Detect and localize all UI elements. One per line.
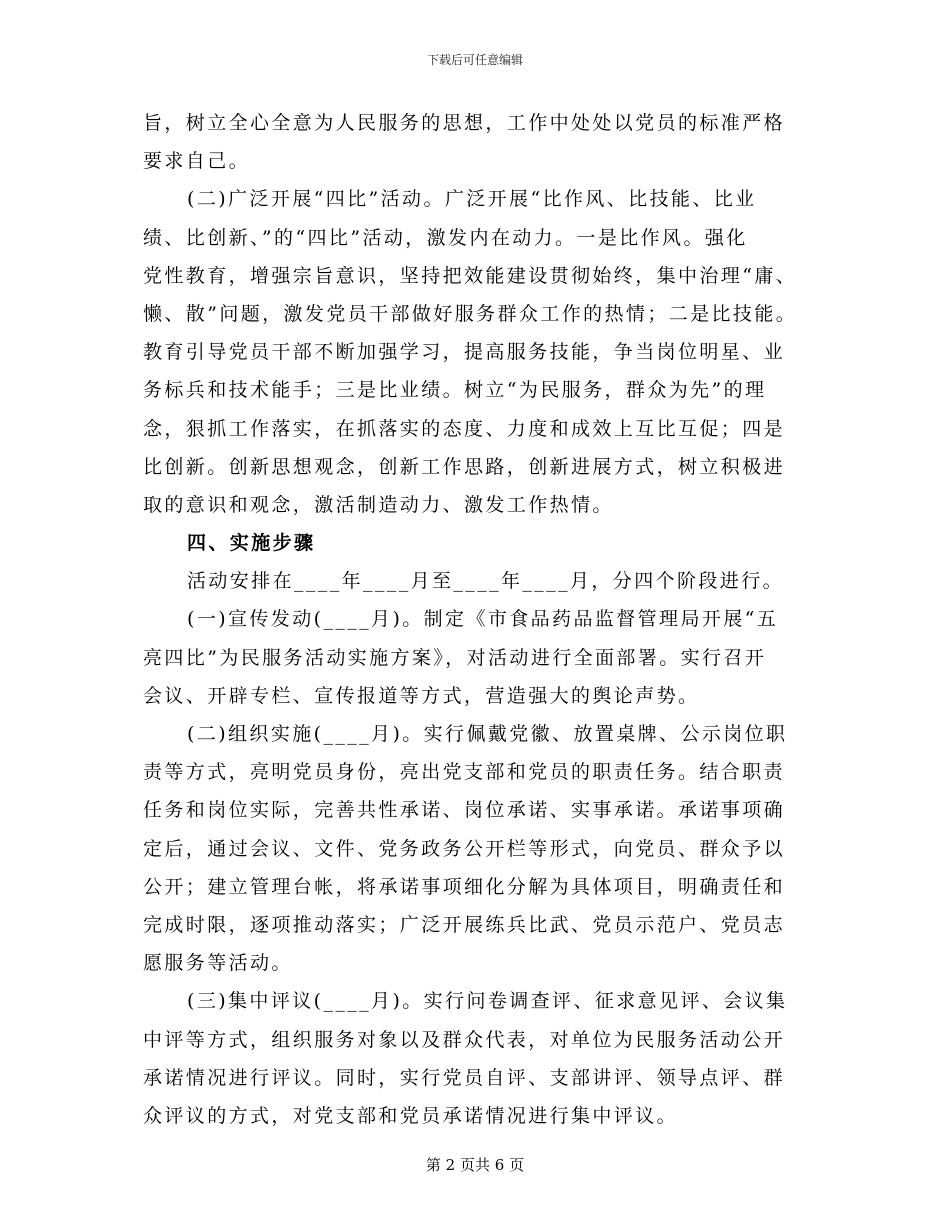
body-line: (二)组织实施(____月)。实行佩戴党徽、放置桌牌、公示岗位职 (187, 723, 788, 745)
body-line: 中评等方式，组织服务对象以及群众代表，对单位为民服务活动公开 (143, 1028, 786, 1051)
body-line: 定后，通过会议、文件、党务政务公开栏等形式，向党员、群众予以 (143, 837, 786, 860)
section-heading: 四、实施步骤 (187, 532, 316, 555)
body-line: 活动安排在____年____月至____年____月，分四个阶段进行。 (187, 570, 785, 593)
body-line: 亮四比”为民服务活动实施方案》，对活动进行全面部署。实行召开 (143, 646, 767, 669)
body-line: 懒、散”问题，激发党员干部做好服务群众工作的热情；二是比技能。 (143, 302, 798, 325)
body-line: 务标兵和技术能手；三是比业绩。树立“为民服务，群众为先”的理 (143, 379, 767, 402)
body-line: 愿服务等活动。 (143, 952, 293, 975)
body-line: (一)宣传发动(____月)。制定《市食品药品监督管理局开展“五 (187, 608, 779, 631)
header-note: 下载后可任意编辑 (426, 53, 523, 67)
body-line: 绩、比创新、”的“四比”活动，激发内在动力。一是比作风。强化 (143, 226, 748, 249)
body-line: 责等方式，亮明党员身份，亮出党支部和党员的职责任务。结合职责 (143, 761, 786, 784)
body-line: 众评议的方式，对党支部和党员承诺情况进行集中评议。 (143, 1104, 679, 1127)
body-line: 完成时限，逐项推动落实；广泛开展练兵比武、党员示范户、党员志 (143, 913, 786, 936)
body-line: 承诺情况进行评议。同时，实行党员自评、支部讲评、领导点评、群 (143, 1066, 786, 1089)
body-line: 党性教育，增强宗旨意识，坚持把效能建设贯彻始终，集中治理“庸、 (143, 264, 798, 287)
body-line: 公开；建立管理台帐，将承诺事项细化分解为具体项目，明确责任和 (143, 875, 786, 898)
page-number: 第 2 页共 6 页 (425, 1156, 525, 1174)
body-line: (三)集中评议(____月)。实行问卷调查评、征求意见评、会议集 (187, 990, 788, 1013)
document-body (143, 104, 808, 1135)
body-line: 念，狠抓工作落实，在抓落实的态度、力度和成效上互比互促；四是 (143, 417, 786, 440)
body-line: 教育引导党员干部不断加强学习，提高服务技能，争当岗位明星、业 (143, 341, 786, 364)
body-line: (二)广泛开展“四比”活动。广泛开展“比作风、比技能、比业 (187, 188, 757, 211)
body-line: 旨，树立全心全意为人民服务的思想，工作中处处以党员的标准严格 (143, 112, 786, 134)
body-line: 要求自己。 (143, 150, 251, 173)
body-line: 取的意识和观念，激活制造动力、激发工作热情。 (143, 493, 614, 516)
body-line: 比创新。创新思想观念，创新工作思路，创新进展方式，树立积极进 (143, 455, 786, 478)
body-line: 会议、开辟专栏、宣传报道等方式，营造强大的舆论声势。 (143, 684, 700, 707)
body-line: 任务和岗位实际，完善共性承诺、岗位承诺、实事承诺。承诺事项确 (143, 799, 786, 822)
